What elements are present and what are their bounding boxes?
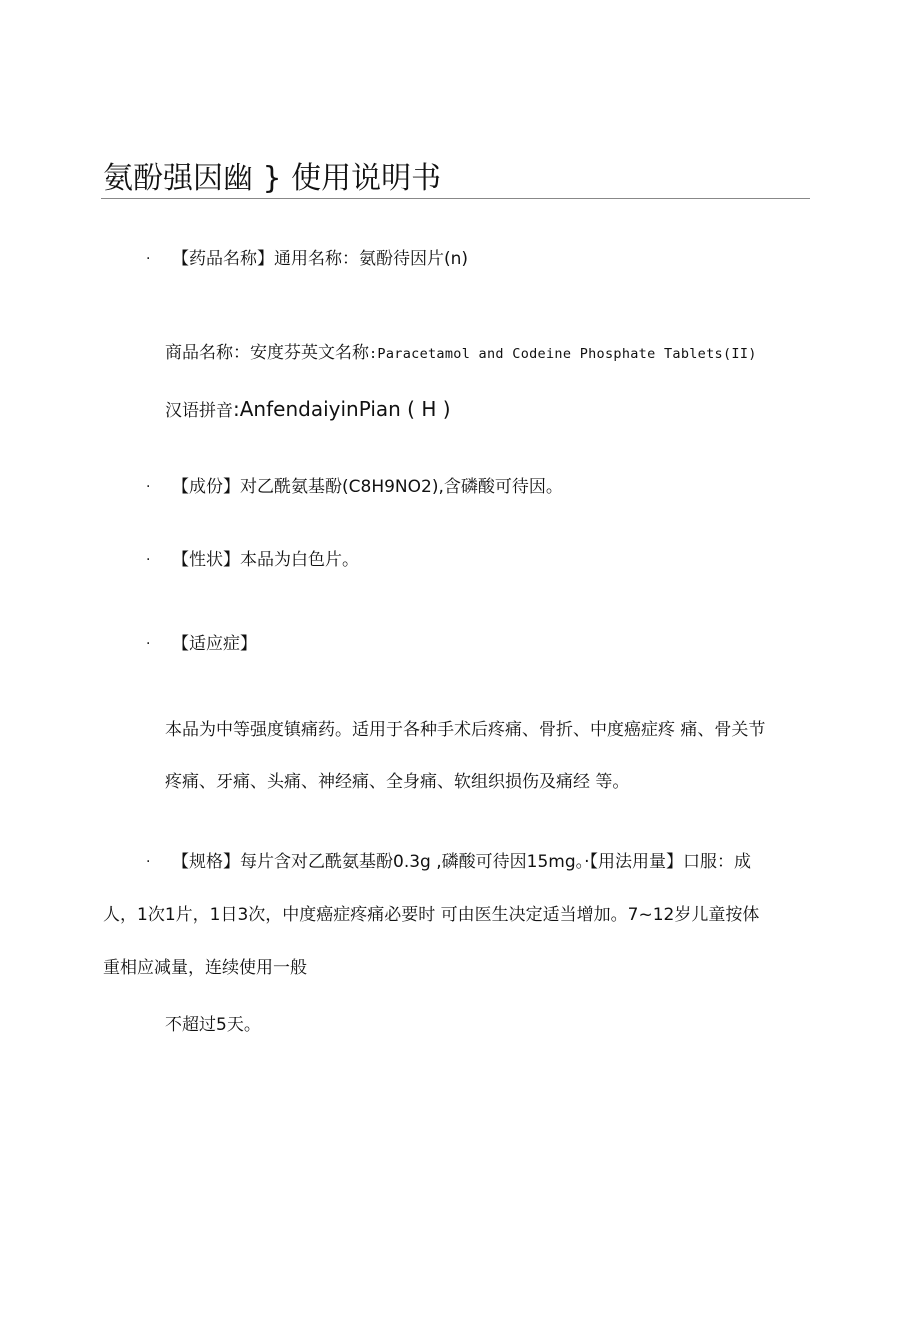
pinyin-line: [165, 397, 451, 423]
indications-heading: 【适应症】: [172, 634, 257, 654]
trade-name-prefix: 商品名称：安度芬英文名称: [165, 343, 369, 363]
english-name: :Paracetamol and Codeine Phosphate Tablets(II): [369, 346, 757, 362]
dosage-text: 人，1次1片，1日3次，中度癌症疼痛必要时 可由医生决定适当增加。7~12岁儿童按体: [103, 905, 760, 925]
bullet: ·: [146, 251, 151, 267]
trade-name-line: [165, 341, 757, 366]
indications-text: 本品为中等强度镇痛药。适用于各种手术后疼痛、骨折、中度癌症疼 痛、骨关节: [165, 720, 766, 740]
bullet: ·: [146, 636, 151, 652]
appearance-section: 【性状】本品为白色片。: [172, 550, 359, 570]
bullet: ·: [146, 552, 151, 568]
indications-text: 疼痛、牙痛、头痛、神经痛、全身痛、软组织损伤及痛经 等。: [165, 772, 630, 792]
bullet: ·: [146, 479, 151, 495]
dosage-text: 不超过5天。: [165, 1015, 261, 1035]
ingredients-section: 【成份】对乙酰氨基酚(C8H9NO2),含磷酸可待因。: [172, 477, 563, 497]
drug-name-section: 【药品名称】通用名称：氨酚待因片(n): [172, 249, 469, 269]
spec-dosage-text: 【规格】每片含对乙酰氨基酚0.3g ,磷酸可待因15mg。·【用法用量】口服：成: [172, 852, 752, 872]
pinyin-value: :AnfendaiyinPian ( H ): [233, 397, 451, 421]
document-title: 氨酚强因幽 } 使用说明书: [103, 161, 442, 196]
dosage-text: 重相应减量，连续使用一般: [103, 958, 307, 978]
bullet: ·: [146, 854, 151, 870]
title-divider: [101, 198, 810, 199]
pinyin-label: 汉语拼音: [165, 401, 233, 421]
